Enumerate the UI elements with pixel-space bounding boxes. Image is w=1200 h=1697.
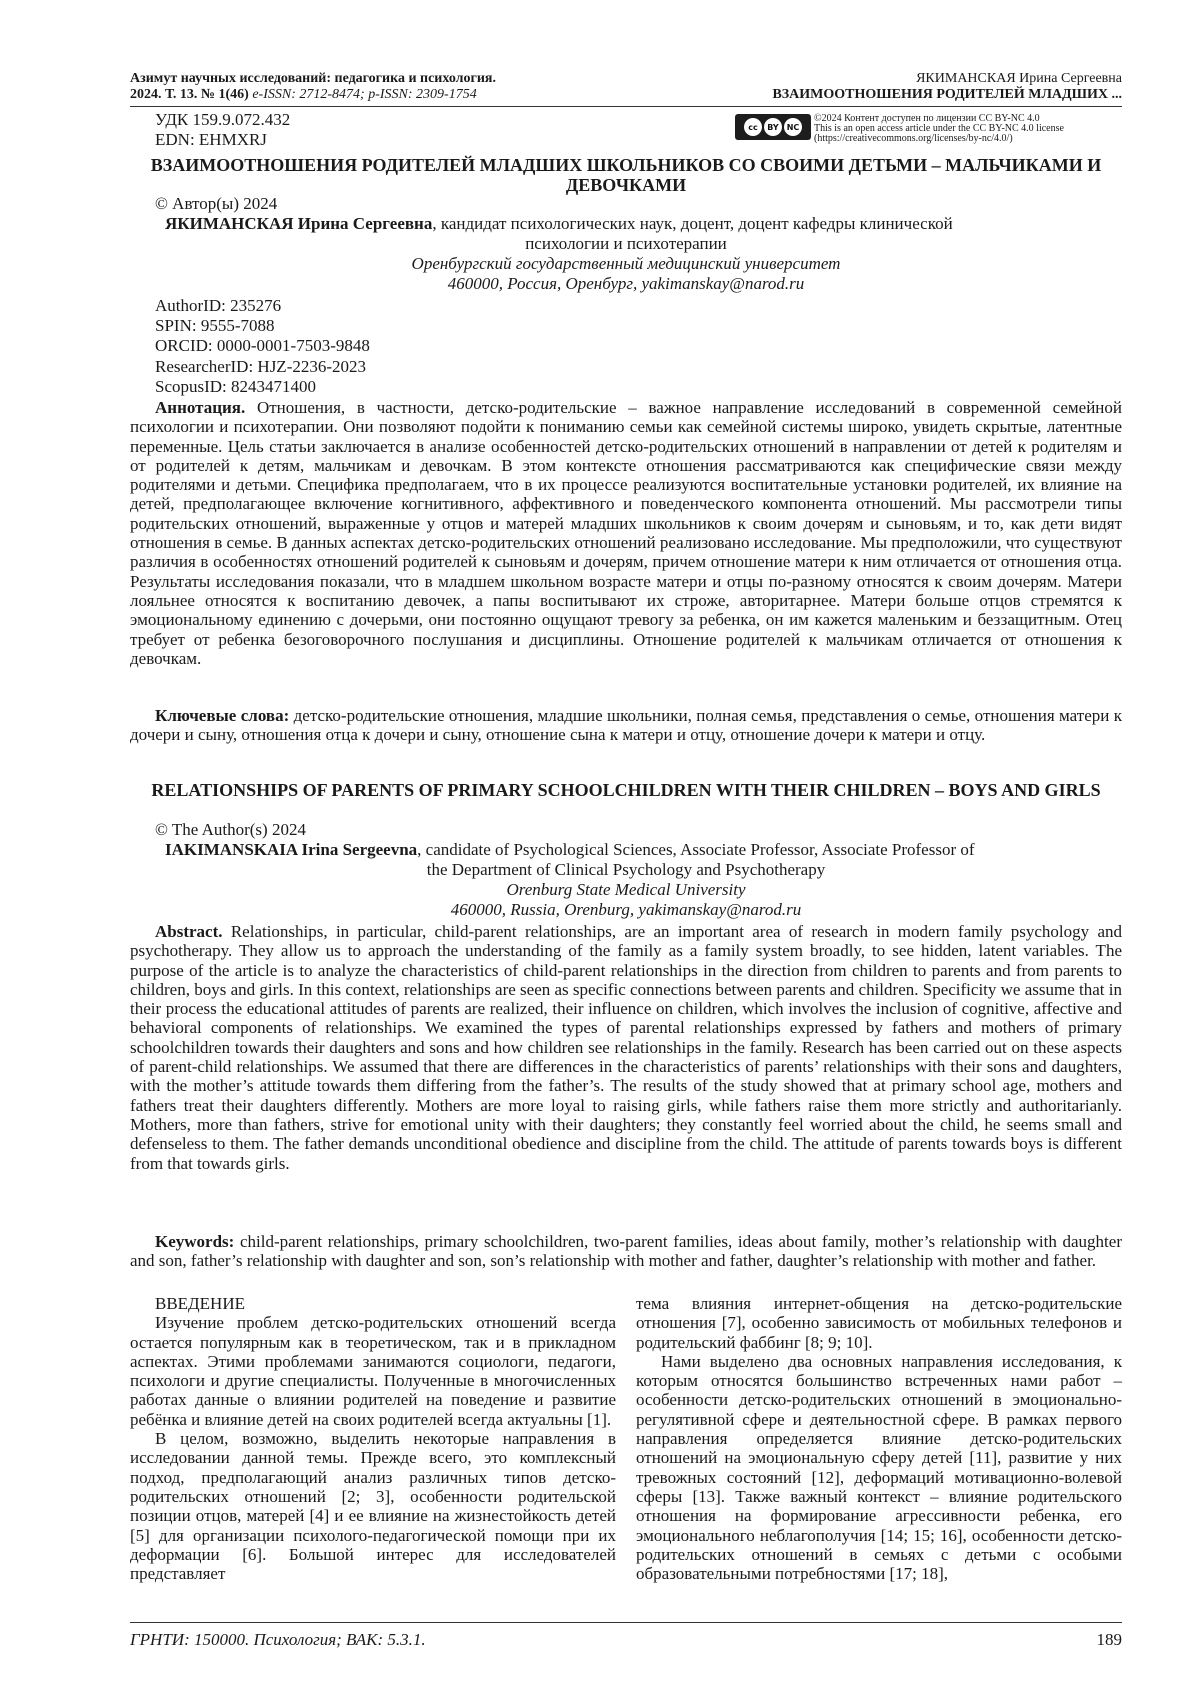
footer-rule <box>130 1622 1122 1623</box>
spin-id: SPIN: 9555-7088 <box>155 316 275 336</box>
body-column-right <box>636 1294 1122 1583</box>
journal-name: Азимут научных исследований: педагогика и психология. <box>130 71 497 86</box>
orcid-id: ORCID: 0000-0001-7503-9848 <box>155 336 370 356</box>
article-title-ru: ВЗАИМООТНОШЕНИЯ РОДИТЕЛЕЙ МЛАДШИХ ШКОЛЬНИКОВ СО СВОИМИ ДЕТЬМИ – МАЛЬЧИКАМИ И ДЕВОЧКАМИ <box>150 155 1102 195</box>
affiliation-ru: Оренбургский государственный медицинский университет <box>411 254 841 273</box>
nc-icon: NC <box>784 118 802 136</box>
section-heading-introduction: ВВЕДЕНИЕ <box>155 1294 245 1313</box>
author-id: AuthorID: 235276 <box>155 296 282 315</box>
license-link[interactable]: (https://creativecommons.org/licenses/by-nc/4.0/) <box>814 133 1013 144</box>
footer-classification: ГРНТИ: 150000. Психология; ВАК: 5.3.1. <box>130 1630 426 1649</box>
running-author: ЯКИМАНСКАЯ Ирина Сергеевна <box>916 71 1122 86</box>
keywords-en: Keywords: child-parent relationships, primary schoolchildren, two-parent families, ideas about family, mother’s relationship with daughter and son, father’s relationship with daughter and son, son’s relationship with mother and father, daughter’s relationship with mother and father. <box>130 1232 1122 1271</box>
researcher-id: ResearcherID: HJZ-2236-2023 <box>155 356 367 376</box>
address-ru: 460000, Россия, Оренбург, yakimanskay@narod.ru <box>447 274 805 293</box>
header-rule <box>130 106 1122 107</box>
license-block <box>735 114 1134 144</box>
body-paragraph: Изучение проблем детско-родительских отношений всегда остается популярным как в теоретическом, так и в прикладном аспектах. Этими проблемами занимаются социологи, педагоги, психологи и другие специалисты. Полученные в многочисленных работах данные о влиянии родителей на поведение и развитие ребёнка и влияние детей на своих родителей всегда актуальны [1]. <box>130 1313 616 1429</box>
abstract-ru: Аннотация. Отношения, в частности, детско-родительские – важное направление исследований в современной семейной психологии и психотерапии. Они позволяют подойти к пониманию семьи как семейной системы широко, увидеть скрытые, латентные переменные. Цель статьи заключается в анализе особенностей детско-родительских отношений в направлении от детей к родителям и от родителей к детям, мальчикам и девочкам. В этом контексте отношения рассматриваются как специфические связи между родителями и детьми. Специфика предполагаем, что в их процессе реализуются воспитательные установки родителей, их влияние на детей, предполагающее включение когнитивного, аффективного и поведенческого компонента отношений. Мы рассмотрели типы родительских отношений, выраженные у отцов и матерей младших школьников к своим дочерям и сыновьям, и то, как дети видят отношения в семье. В данных аспектах детско-родительских отношений реализовано исследование. Мы предположили, что существуют различия в особенностях отношений родителей к сыновьям и дочерям, причем отношение матери к ним отличается от отношения отца. Результаты исследования показали, что в младшем школьном возрасте матери и отцы по-разному относятся к своим дочерям. Матери лояльнее относятся к воспитанию девочек, а папы воспитывают их строже, авторитарнее. Матери больше отцов стремятся к эмоциональному единению с дочерьми, они постоянно ощущают тревогу за ребенка, он им кажется маленьким и беззащитным. Отец требует от ребенка безоговорочного послушания и дисциплины. Отношение родителей к мальчикам отличается от отношения к девочкам. <box>130 398 1122 668</box>
page-number: 189 <box>1096 1630 1122 1649</box>
body-paragraph: тема влияния интернет-общения на детско-родительские отношения [7], особенно зависимость от мобильных телефонов и родительский фаббинг [8; 9; 10]. <box>636 1294 1122 1352</box>
article-title-en: RELATIONSHIPS OF PARENTS OF PRIMARY SCHOOLCHILDREN WITH THEIR CHILDREN – BOYS AND GIRLS <box>151 780 1101 800</box>
keywords-ru: Ключевые слова: детско-родительские отношения, младшие школьники, полная семья, представления о семье, отношения матери к дочери и сыну, отношения отца к дочери и сыну, отношение сына к матери и отцу, отношение дочери к матери и отцу. <box>130 706 1123 745</box>
author-name-ru: ЯКИМАНСКАЯ Ирина Сергеевна <box>165 214 433 233</box>
body-paragraph: В целом, возможно, выделить некоторые направления в исследовании данной темы. Прежде всего, это комплексный подход, предполагающий анализ различных типов детско-родительских отношений [2; 3], особенности родительской позиции отцов, матерей [4] и ее влияние на жизнестойкость детей [5] для организации психолого-педагогической помощи при их деформации [6]. Большой интерес для исследователей представляет <box>130 1429 616 1584</box>
running-header-journal <box>130 71 496 103</box>
cc-icon: cc <box>744 118 762 136</box>
affiliation-en: Orenburg State Medical University <box>506 880 746 899</box>
edn: EDN: EHMXRJ <box>155 130 267 149</box>
copyright-ru: © Автор(ы) 2024 <box>155 194 278 213</box>
udk: УДК 159.9.072.432 <box>155 110 291 129</box>
abstract-en: Abstract. Relationships, in particular, child-parent relationships, are an important area of research in modern family psychology and psychotherapy. They allow us to approach the understanding of the family as a family system broadly, to see hidden, latent variables. The purpose of the article is to analyze the characteristics of child-parent relationships in the direction from children to parents and from parents to children, boys and girls. In this context, relationships are seen as specific connections between parents and children. Specificity we assume that in their process the educational attitudes of parents are realized, their influence on children, which involves the inclusion of cognitive, affective and behavioral components of relationships. We examined the types of parental relationships expressed by fathers and mothers of primary schoolchildren towards their daughters and sons and how children see relationships in the family. Research has been carried out on these aspects of parent-child relationships. We assumed that there are differences in the characteristics of parents’ relationships with their sons and daughters, with the mother’s attitude towards them differing from the father’s. The results of the study showed that at primary school age, mothers and fathers treat their daughters differently. Mothers are more loyal to raising girls, while fathers raise them more strictly and authoritarianly. Mothers, more than fathers, strive for emotional unity with their daughters; they constantly feel worried about the child, he seems small and defenseless to them. The father demands unconditional obedience and discipline from the child. The attitude of parents towards boys is different from that towards girls. <box>130 922 1122 1173</box>
address-en: 460000, Russia, Orenburg, yakimanskay@narod.ru <box>450 900 802 919</box>
body-paragraph: Нами выделено два основных направления исследования, к которым относятся большинство встреченных нами работ – особенности детско-родительских отношений в эмоционально-регулятивной сфере и деятельностной сфере. В рамках первого направления определяется влияние детско-родительских отношений на эмоциональную сферу детей [11], развитие у них тревожных состояний [12], деформаций мотивационно-волевой сферы [13]. Также важный контекст – влияние родительского отношения на формирование агрессивности ребенка, его эмоционального неблагополучия [14; 15; 16], особенности детско-родительских отношений в семьях с детьми с особыми образовательными потребностями [17; 18], <box>636 1351 1122 1584</box>
by-icon: BY <box>764 118 782 136</box>
license-text: ©2024 Контент доступен по лицензии CC BY-NC 4.0 This is an open access article under the CC BY-NC 4.0 license (https://creativecommons.org/licenses/by-nc/4.0/) <box>814 114 1134 144</box>
body-column-left <box>130 1294 616 1583</box>
journal-issue: 2024. Т. 13. № 1(46) e-ISSN: 2712-8474; p-ISSN: 2309-1754 <box>130 87 477 102</box>
running-header-article <box>772 71 1122 103</box>
author-block-en: IAKIMANSKAIA Irina Sergeevna, candidate of Psychological Sciences, Associate Professor, Associate Professor of the Department of Clinical Psychology and Psychotherapy Orenburg State Medical University 460000, Russia, Orenburg, yakimanskay@narod.ru <box>130 840 1122 920</box>
author-position-ru: , кандидат психологических наук, доцент, доцент кафедры клинической <box>432 214 953 233</box>
author-block-ru: ЯКИМАНСКАЯ Ирина Сергеевна, кандидат психологических наук, доцент, доцент кафедры клинической психологии и психотерапии Оренбургский государственный медицинский университет 460000, Россия, Оренбург, yakimanskay@narod.ru <box>130 214 1122 294</box>
author-ids <box>155 296 370 397</box>
scopus-id: ScopusID: 8243471400 <box>155 376 317 396</box>
author-name-en: IAKIMANSKAIA Irina Sergeevna <box>165 840 418 859</box>
running-title: ВЗАИМООТНОШЕНИЯ РОДИТЕЛЕЙ МЛАДШИХ ... <box>772 87 1122 102</box>
author-position-en: , candidate of Psychological Sciences, Associate Professor, Associate Professor of <box>417 840 975 859</box>
copyright-en: © The Author(s) 2024 <box>155 820 306 839</box>
cc-license-badge <box>735 114 811 140</box>
